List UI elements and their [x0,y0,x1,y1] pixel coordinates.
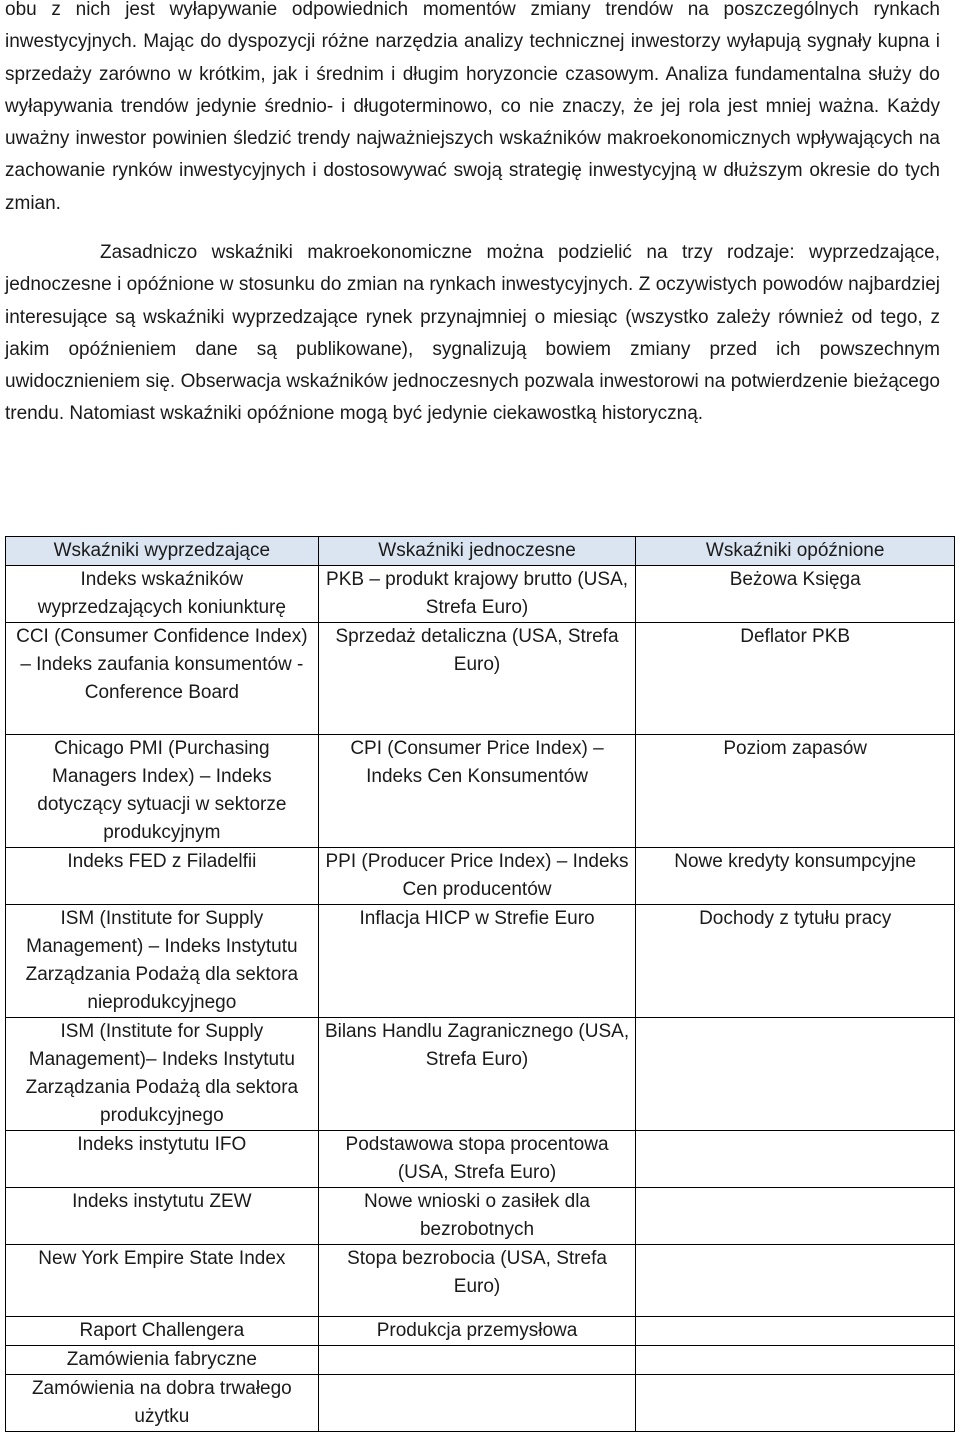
table-cell: Zamówienia fabryczne [6,1346,319,1375]
table-cell: CPI (Consumer Price Index) – Indeks Cen Konsumentów [318,735,636,848]
table-row [6,1317,955,1346]
table-row [6,1245,955,1317]
table-row [6,735,955,848]
table-header [6,537,955,566]
table-row [6,566,955,623]
table-cell [636,1018,955,1131]
table-body [6,566,955,1432]
table-cell: Produkcja przemysłowa [318,1317,636,1346]
table-cell: Indeks instytutu IFO [6,1131,319,1188]
table-cell: ISM (Institute for Supply Management) – Indeks Instytutu Zarządzania Podażą dla sektora nieprodukcyjnego [6,905,319,1018]
table-cell [636,1188,955,1245]
table-cell: Chicago PMI (Purchasing Managers Index) – Indeks dotyczący sytuacji w sektorze produkcyjnym [6,735,319,848]
table-cell: Sprzedaż detaliczna (USA, Strefa Euro) [318,623,636,735]
table-cell: Raport Challengera [6,1317,319,1346]
table-cell: Nowe kredyty konsumpcyjne [636,848,955,905]
table-cell: Inflacja HICP w Strefie Euro [318,905,636,1018]
table-cell: Beżowa Księga [636,566,955,623]
table-cell: Indeks FED z Filadelfii [6,848,319,905]
table-cell [636,1131,955,1188]
table-row [6,1188,955,1245]
table-cell: Dochody z tytułu pracy [636,905,955,1018]
header-lagging-indicators: Wskaźniki opóźnione [636,537,955,566]
table-row [6,1018,955,1131]
indicators-table [5,536,955,1432]
table-cell [636,1346,955,1375]
table-cell: Deflator PKB [636,623,955,735]
table-cell: Indeks wskaźników wyprzedzających koniunkturę [6,566,319,623]
table-row [6,1346,955,1375]
table-row [6,848,955,905]
table-cell: Indeks instytutu ZEW [6,1188,319,1245]
table-cell: Stopa bezrobocia (USA, Strefa Euro) [318,1245,636,1317]
table-row [6,1131,955,1188]
table-cell: Nowe wnioski o zasiłek dla bezrobotnych [318,1188,636,1245]
table-cell: Poziom zapasów [636,735,955,848]
table-cell [318,1375,636,1432]
table-cell: PPI (Producer Price Index) – Indeks Cen producentów [318,848,636,905]
table-cell [636,1317,955,1346]
table-cell: PKB – produkt krajowy brutto (USA, Strefa Euro) [318,566,636,623]
table-cell: Podstawowa stopa procentowa (USA, Strefa Euro) [318,1131,636,1188]
table-cell [636,1375,955,1432]
table-row [6,623,955,735]
paragraph-indicator-types: Zasadniczo wskaźniki makroekonomiczne można podzielić na trzy rodzaje: wyprzedzające, jednoczesne i opóźnione w stosunku do zmian na rynkach inwestycyjnych. Z oczywistych powodów najbardziej interesujące są wskaźniki wyprzedzające rynek przynajmniej o miesiąc (wszystko zależy również od tego, z jakim opóźnieniem dane są publikowane), sygnalizują bowiem zmiany przed ich powszechnym uwidocznieniem się. Obserwacja wskaźników jednoczesnych pozwala inwestorowi na potwierdzenie bieżącego trendu. Natomiast wskaźniki opóźnione mogą być jedynie ciekawostką historyczną. [5,242,940,425]
table-row [6,905,955,1018]
table-header-row [6,537,955,566]
table-cell: ISM (Institute for Supply Management)– Indeks Instytutu Zarządzania Podażą dla sektora produkcyjnego [6,1018,319,1131]
table-cell: Bilans Handlu Zagranicznego (USA, Strefa Euro) [318,1018,636,1131]
table-cell [636,1245,955,1317]
table-cell [318,1346,636,1375]
header-leading-indicators: Wskaźniki wyprzedzające [6,537,319,566]
table-cell: New York Empire State Index [6,1245,319,1317]
table-cell: Zamówienia na dobra trwałego użytku [6,1375,319,1432]
table-row [6,1375,955,1432]
paragraph-intro: obu z nich jest wyłapywanie odpowiednich momentów zmiany trendów na poszczególnych rynkach inwestycyjnych. Mając do dyspozycji różne narzędzia analizy technicznej inwestorzy wyłapują sygnały kupna i sprzedaży zarówno w krótkim, jak i średnim i długim horyzoncie czasowym. Analiza fundamentalna służy do wyłapywania trendów jedynie średnio- i długoterminowo, co nie znaczy, że jej rola jest mniej ważna. Każdy uważny inwestor powinien śledzić trendy najważniejszych wskaźników makroekonomicznych wpływających na zachowanie rynków inwestycyjnych i dostosowywać swoją strategię inwestycyjną w dłuższym okresie do tych zmian. [5,0,940,214]
table-cell: CCI (Consumer Confidence Index) – Indeks zaufania konsumentów - Conference Board [6,623,319,735]
header-coincident-indicators: Wskaźniki jednoczesne [318,537,636,566]
